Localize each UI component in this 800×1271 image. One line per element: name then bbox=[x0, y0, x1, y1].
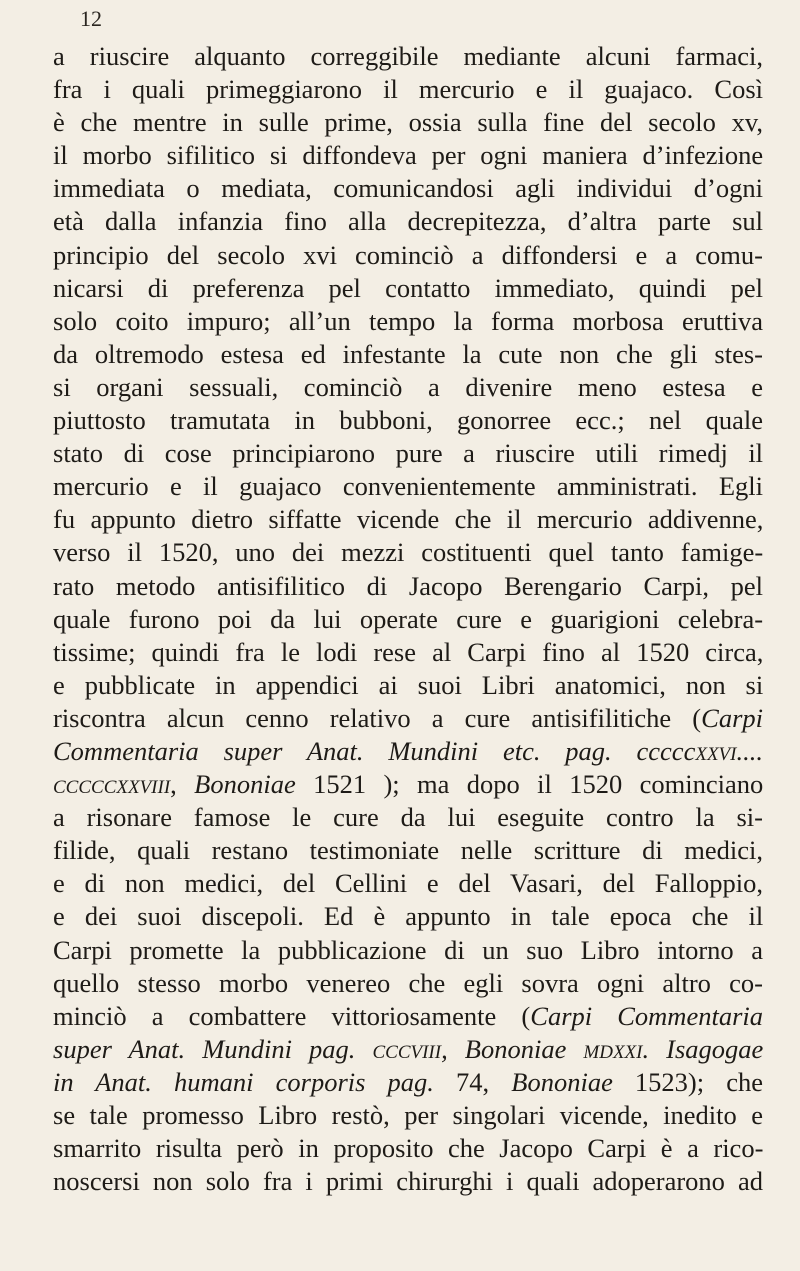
italic-text: Carpi bbox=[701, 702, 763, 733]
text-line bbox=[53, 40, 763, 73]
text-run: 1523); che bbox=[612, 1066, 763, 1097]
text-run: verso il 1520, uno dei mezzi costituenti quel tanto famige- bbox=[53, 537, 763, 568]
text-line bbox=[53, 1000, 763, 1033]
text-run: se tale promesso Libro restò, per singolari vicende, inedito e bbox=[53, 1100, 763, 1130]
text-line bbox=[53, 470, 763, 503]
text-line bbox=[53, 73, 763, 106]
text-line bbox=[53, 139, 763, 172]
text-run: mercurio e il guajaco convenientemente amministrati. Egli bbox=[53, 471, 763, 502]
italic-text: , Bononiae bbox=[441, 1033, 584, 1064]
text-line bbox=[53, 934, 763, 967]
italic-text: super Anat. Mundini pag. bbox=[53, 1033, 373, 1064]
text-line bbox=[53, 834, 763, 867]
text-run: a riuscire alquanto correggibile mediante alcuni farmaci, bbox=[53, 41, 763, 71]
text-run: fra i quali primeggiarono il mercurio e il guajaco. Così bbox=[53, 74, 763, 105]
text-run: età dalla infanzia fino alla decrepitezza, d’altra parte sul bbox=[53, 206, 763, 237]
text-line bbox=[53, 1165, 763, 1198]
text-run: e pubblicate in appendici ai suoi Libri anatomici, non si bbox=[53, 669, 763, 700]
text-run: noscersi non solo fra i primi chirurghi i quali adoperarono ad bbox=[53, 1166, 763, 1197]
text-run: principio del secolo xvi cominciò a diffondersi e a comu- bbox=[53, 239, 763, 270]
italic-text: Bononiae bbox=[511, 1066, 613, 1097]
text-line bbox=[53, 536, 763, 569]
text-run: e dei suoi discepoli. Ed è appunto in tale epoca che il bbox=[53, 901, 763, 932]
italic-text: Commentaria super Anat. Mundini etc. pag. ccccc bbox=[53, 735, 696, 766]
text-line bbox=[53, 338, 763, 371]
text-run: rato metodo antisifilitico di Jacopo Berengario Carpi, pel bbox=[53, 570, 763, 601]
small-caps-text: mdxxi bbox=[583, 1033, 643, 1064]
text-run: filide, quali restano testimoniate nelle scritture di medici, bbox=[53, 835, 763, 866]
text-run: tissime; quindi fra le lodi rese al Carpi fino al 1520 circa, bbox=[53, 636, 763, 667]
body-text bbox=[53, 40, 763, 1198]
text-line bbox=[53, 1033, 763, 1066]
text-line bbox=[53, 636, 763, 669]
text-line bbox=[53, 702, 763, 735]
text-run: nicarsi di preferenza pel contatto immediato, quindi pel bbox=[53, 272, 763, 303]
small-caps-text: cccccxxviii bbox=[53, 769, 171, 800]
text-line bbox=[53, 735, 763, 768]
text-run: riscontra alcun cenno relativo a cure antisifilitiche ( bbox=[53, 702, 702, 733]
text-run: e di non medici, del Cellini e del Vasari, del Falloppio, bbox=[53, 868, 763, 899]
text-run: quale furono poi da lui operate cure e guarigioni celebra- bbox=[53, 603, 763, 634]
text-run: smarrito risulta però in proposito che Jacopo Carpi è a rico- bbox=[53, 1133, 763, 1164]
page-number: 12 bbox=[80, 6, 102, 31]
italic-text: . Isagogae bbox=[642, 1033, 763, 1064]
small-caps-text: xxvi bbox=[695, 735, 737, 766]
text-line bbox=[53, 1099, 763, 1132]
text-line bbox=[53, 371, 763, 404]
small-caps-text: cccviii bbox=[372, 1033, 442, 1064]
italic-text: Bononiae bbox=[194, 769, 296, 800]
text-line bbox=[53, 570, 763, 603]
text-line bbox=[53, 503, 763, 536]
text-line bbox=[53, 801, 763, 834]
text-line bbox=[53, 437, 763, 470]
text-line bbox=[53, 272, 763, 305]
text-run: minciò a combattere vittoriosamente ( bbox=[53, 1000, 531, 1031]
text-run: fu appunto dietro siffatte vicende che il mercurio addivenne, bbox=[53, 504, 763, 535]
text-line bbox=[53, 106, 763, 139]
text-run: 1521 ); ma dopo il 1520 cominciano bbox=[295, 769, 763, 800]
text-run: immediata o mediata, comunicandosi agli individui d’ogni bbox=[53, 173, 763, 204]
text-line bbox=[53, 305, 763, 338]
text-line bbox=[53, 404, 763, 437]
text-line bbox=[53, 172, 763, 205]
text-line bbox=[53, 1132, 763, 1165]
text-run: da oltremodo estesa ed infestante la cute non che gli stes- bbox=[53, 338, 763, 369]
text-run: è che mentre in sulle prime, ossia sulla fine del secolo xv, bbox=[53, 107, 763, 138]
text-run: quello stesso morbo venereo che egli sovra ogni altro co- bbox=[53, 967, 763, 998]
text-line bbox=[53, 900, 763, 933]
text-line bbox=[53, 205, 763, 238]
text-line bbox=[53, 669, 763, 702]
text-run: si organi sessuali, cominciò a divenire meno estesa e bbox=[53, 371, 763, 402]
text-run: il morbo sifilitico si diffondeva per ogni maniera d’infezione bbox=[53, 140, 763, 171]
text-line bbox=[53, 768, 763, 801]
italic-text: in Anat. humani corporis pag. bbox=[53, 1066, 434, 1097]
text-line bbox=[53, 867, 763, 900]
text-run: solo coito impuro; all’un tempo la forma morbosa eruttiva bbox=[53, 305, 763, 336]
text-run: 74, bbox=[433, 1066, 512, 1097]
italic-text: .... bbox=[736, 735, 763, 766]
text-run: Carpi promette la pubblicazione di un suo Libro intorno a bbox=[53, 934, 763, 965]
text-run: piuttosto tramutata in bubboni, gonorree ecc.; nel quale bbox=[53, 405, 763, 436]
text-run: stato di cose principiarono pure a riuscire utili rimedj il bbox=[53, 438, 763, 469]
italic-text: Carpi Commentaria bbox=[530, 1000, 763, 1031]
text-line bbox=[53, 1066, 763, 1099]
text-run: a risonare famose le cure da lui eseguite contro la si- bbox=[53, 802, 763, 833]
text-run: , bbox=[170, 769, 195, 800]
text-line bbox=[53, 967, 763, 1000]
text-line bbox=[53, 603, 763, 636]
text-line bbox=[53, 239, 763, 272]
